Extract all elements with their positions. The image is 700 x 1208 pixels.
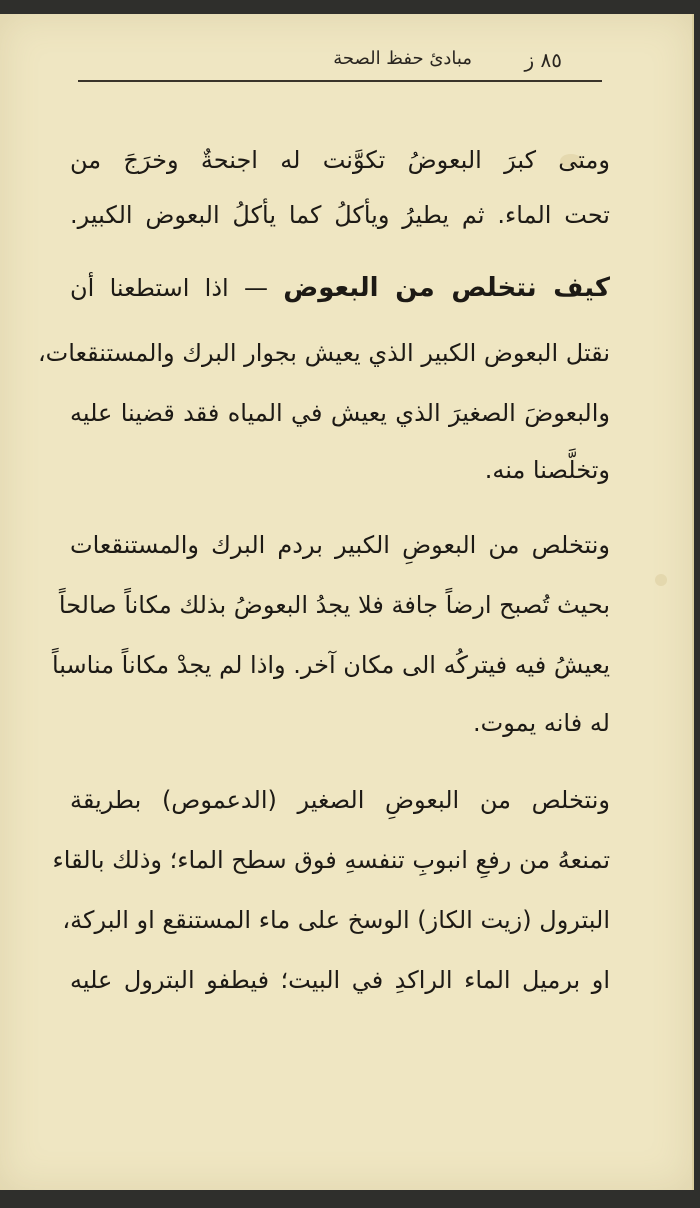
text-line: له فانه يموت. [473, 709, 610, 737]
text-line: تمنعهُ من رفعِ انبوبِ تنفسهِ فوق سطح الماء؛ وذلك بالقاء [52, 846, 610, 874]
text-line: البترول (زيت الكاز) الوسخ على ماء المستنقع او البركة، [62, 906, 610, 934]
page-number: ٨٥ ز [524, 48, 562, 72]
text-line: يعيشُ فيه فيتركُه الى مكان آخر. واذا لم يجدْ مكاناً مناسباً [51, 651, 610, 679]
text-line: والبعوضَ الصغيرَ الذي يعيش في المياه فقد قضينا عليه [70, 399, 610, 427]
text-line: وتخلَّصنا منه. [484, 456, 610, 484]
text-line: بحيث تُصبح ارضاً جافة فلا يجدُ البعوضُ بذلك مكاناً صالحاً [58, 591, 610, 619]
text-line: تحت الماء. ثم يطيرُ ويأكلُ كما يأكلُ البعوض الكبير. [70, 201, 610, 229]
running-title: مبادئ حفظ الصحة [333, 48, 472, 69]
section-heading-line [70, 268, 610, 308]
text-line: نقتل البعوض الكبير الذي يعيش بجوار البرك والمستنقعات، [37, 339, 610, 367]
text-line: ونتخلص من البعوضِ الكبير بردم البرك والمستنقعات [70, 531, 610, 559]
paper-stain [655, 574, 667, 586]
text-line: ونتخلص من البعوضِ الصغير (الدعموص) بطريقة [70, 786, 610, 814]
heading-continuation: اذا استطعنا أن [70, 274, 229, 302]
heading-dash: — [228, 274, 284, 302]
text-line: او برميل الماء الراكدِ في البيت؛ فيطفو البترول عليه [70, 966, 610, 994]
text-line: ومتى كبرَ البعوضُ تكوَّنت له اجنحةٌ وخرَجَ من [70, 146, 610, 174]
header-rule [78, 80, 602, 82]
page-header [78, 44, 602, 78]
section-heading: كيف نتخلص من البعوض [283, 273, 611, 303]
